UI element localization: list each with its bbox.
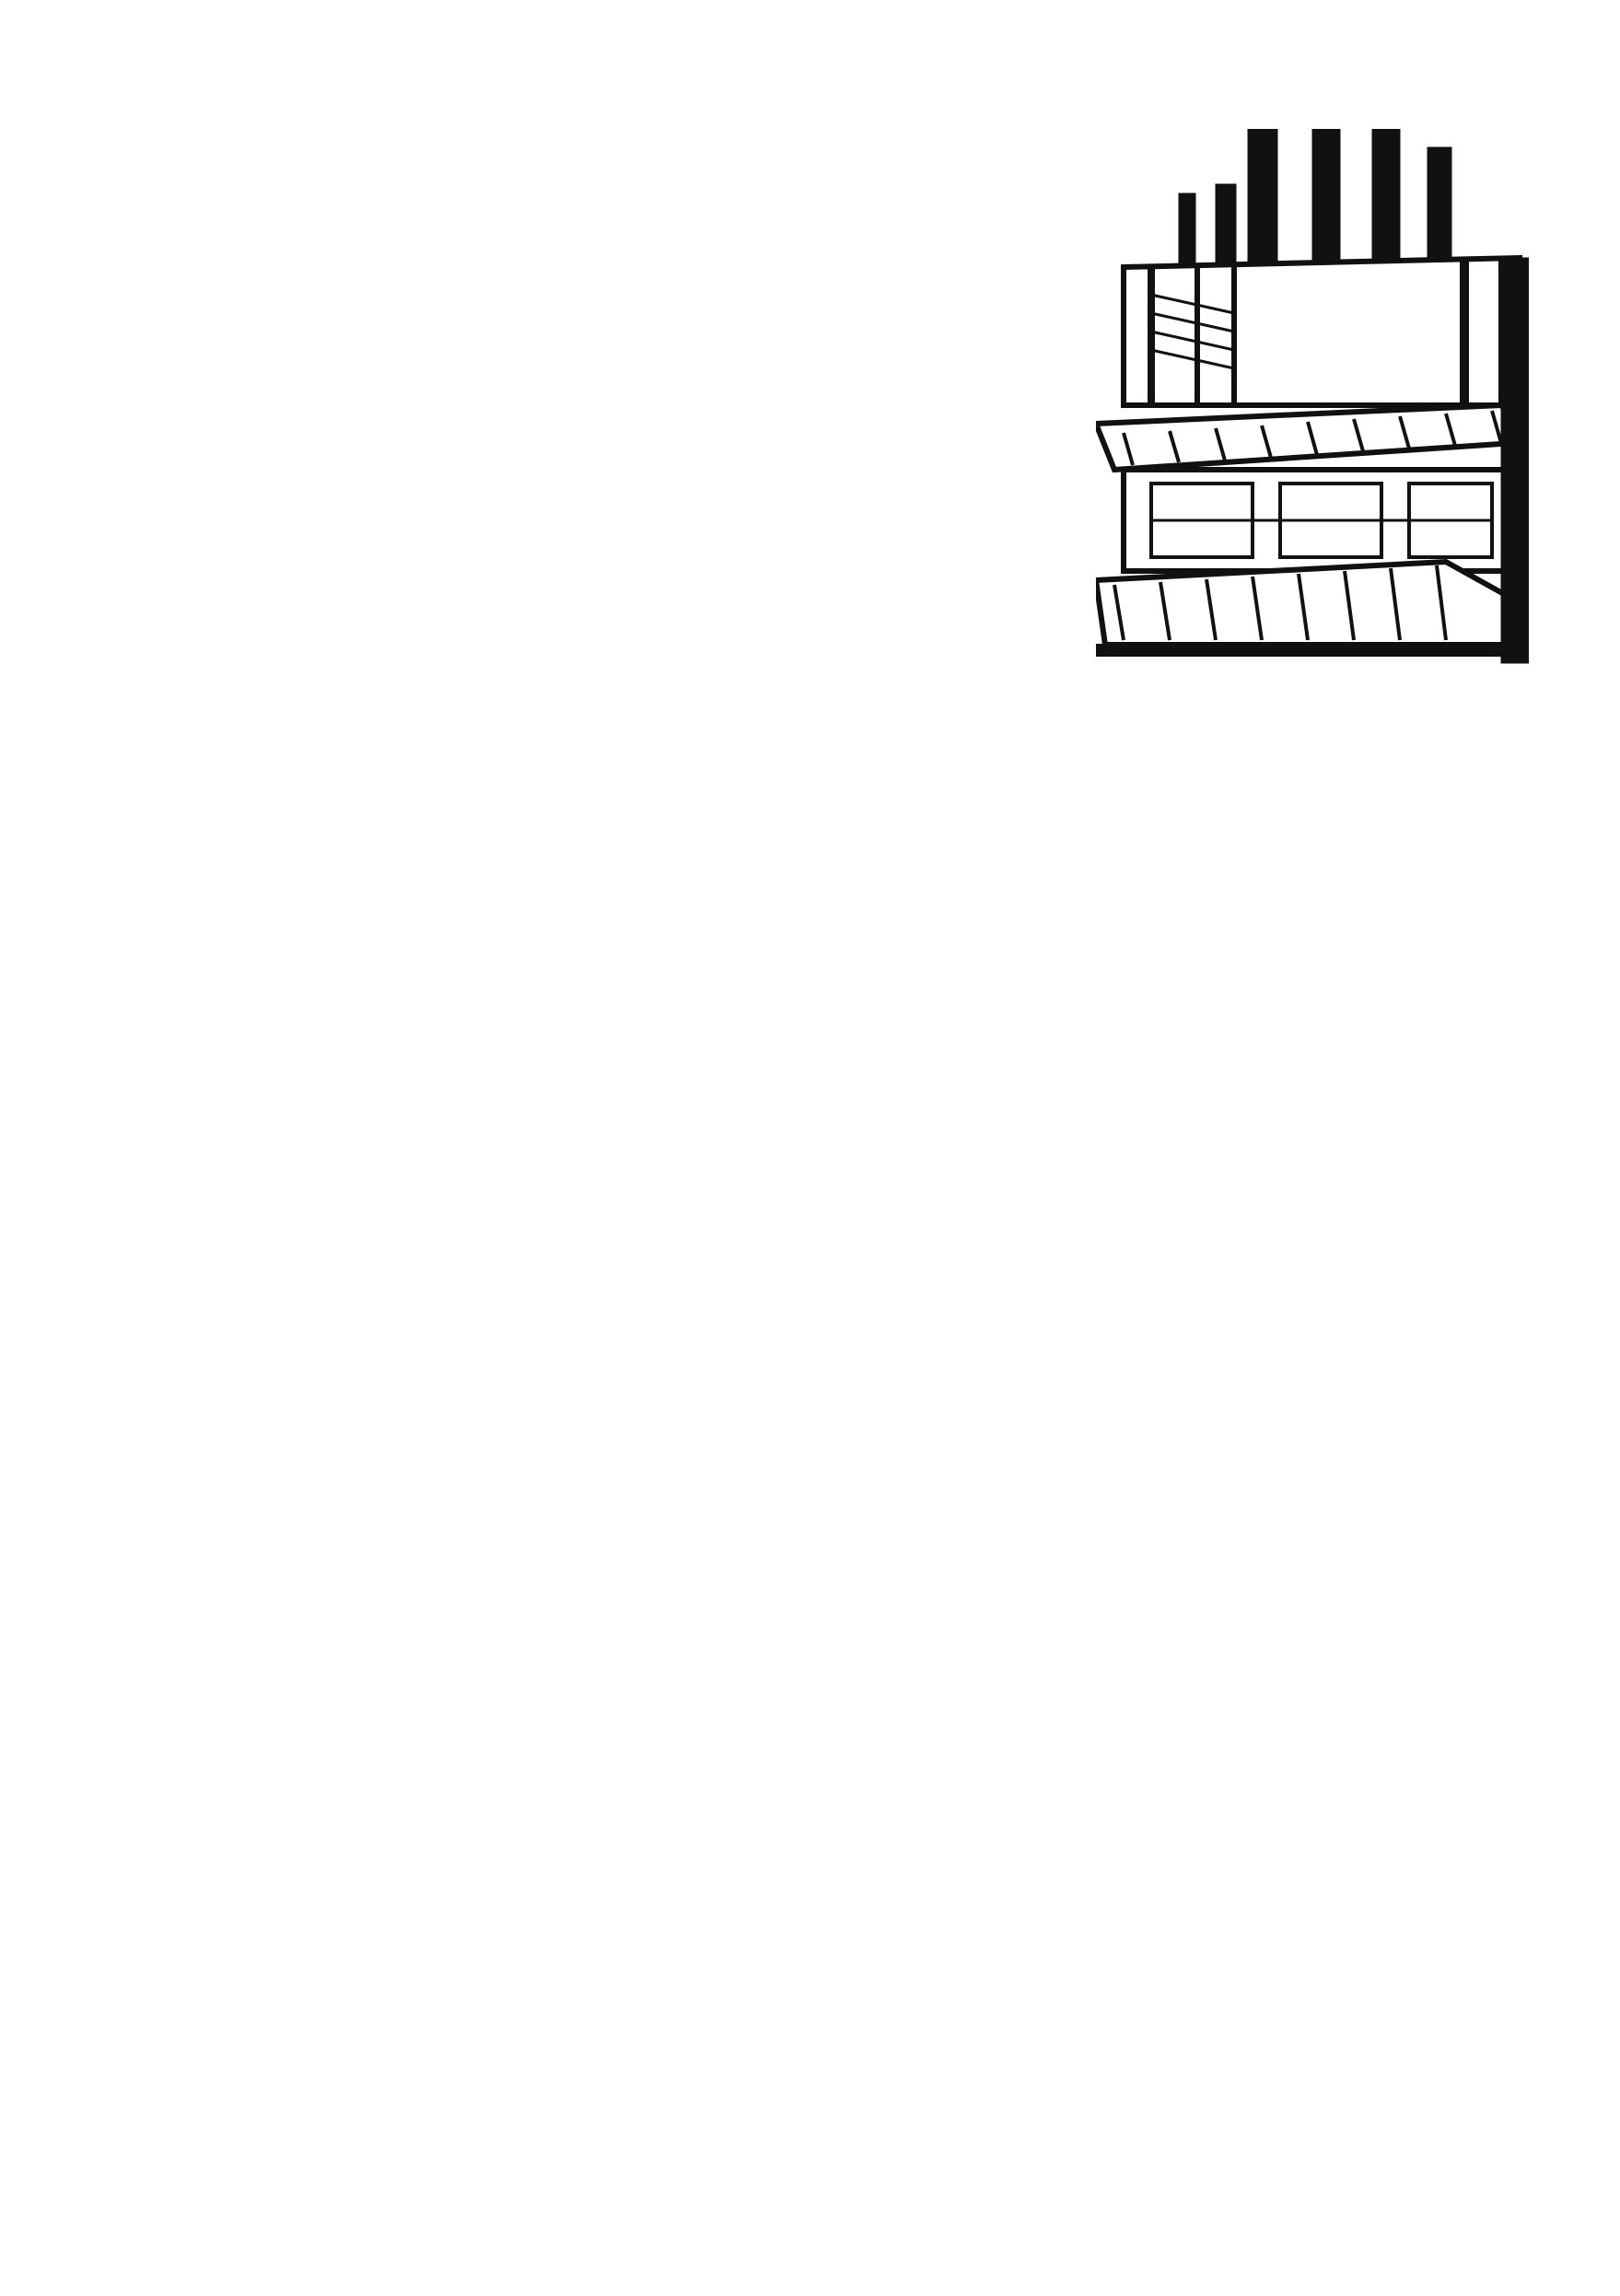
article-body [87, 792, 1529, 1055]
middle-ornament-border [87, 682, 1027, 737]
paragraph-22 [87, 970, 1529, 1043]
factory-building-illustration [1096, 129, 1529, 672]
paragraph-20 [87, 792, 1529, 874]
top-ornament-border [97, 37, 1045, 92]
paragraph-21 [87, 885, 1529, 959]
